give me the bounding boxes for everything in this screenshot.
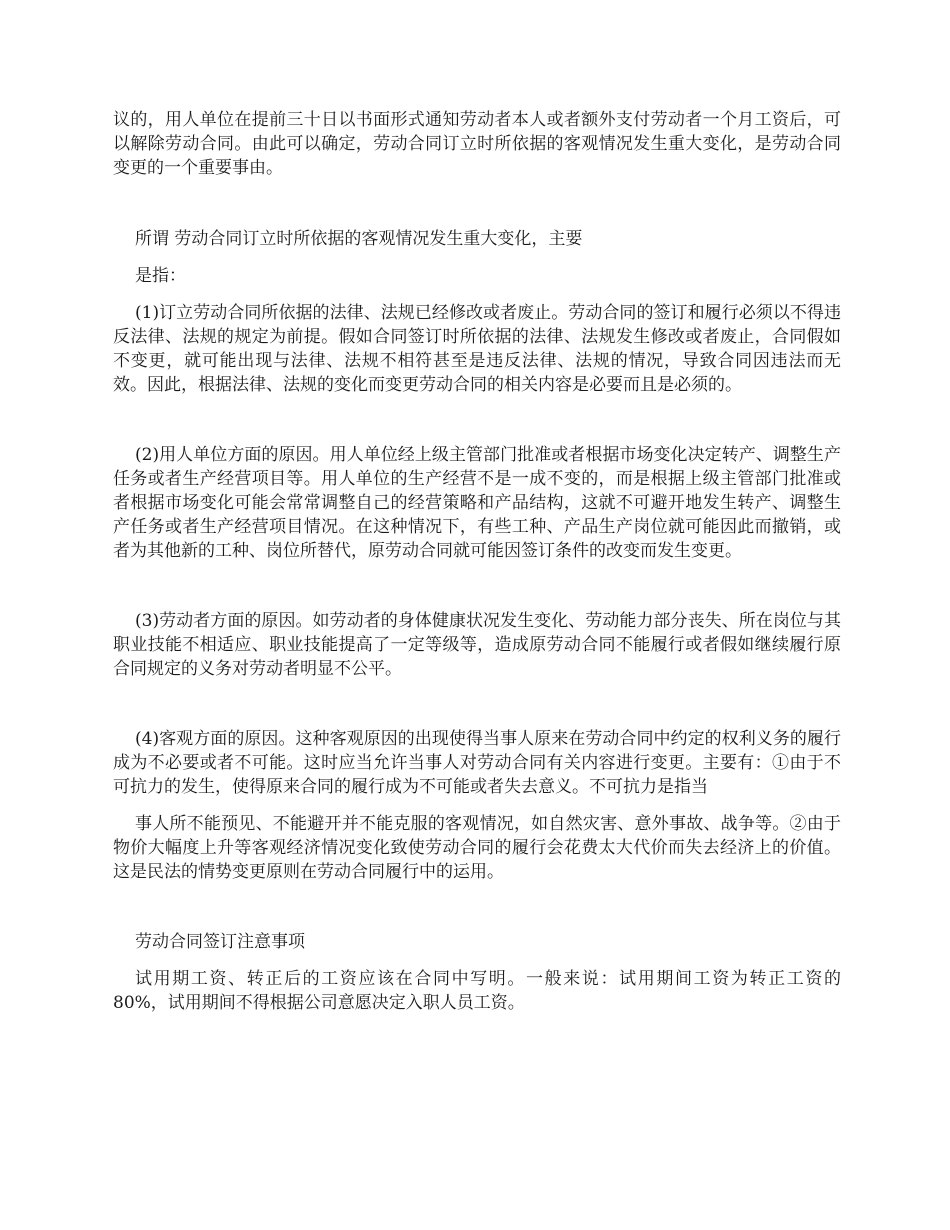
paragraph-item-4: (4)客观方面的原因。这种客观原因的出现使得当事人原来在劳动合同中约定的权利义务的履行成为不必要或者不可能。这时应当允许当事人对劳动合同有关内容进行变更。主要有：①由于不可抗力的发生，使得原来合同的履行成为不可能或者失去意义。不可抗力是指当	[113, 729, 841, 797]
paragraph-intro: 议的，用人单位在提前三十日以书面形式通知劳动者本人或者额外支付劳动者一个月工资后，可以解除劳动合同。由此可以确定，劳动合同订立时所依据的客观情况发生重大变化，是劳动合同变更的一个重要事由。	[113, 110, 841, 178]
paragraph-item-4-cont: 事人所不能预见、不能避开并不能克服的客观情况，如自然灾害、意外事故、战争等。②由于物价大幅度上升等客观经济情况变化致使劳动合同的履行会花费太大代价而失去经济上的价值。这是民法的情势变更原则在劳动合同履行中的运用。	[113, 814, 841, 882]
paragraph-item-2: (2)用人单位方面的原因。用人单位经上级主管部门批准或者根据市场变化决定转产、调整生产任务或者生产经营项目等。用人单位的生产经营不是一成不变的，而是根据上级主管部门批准或者根据市场变化可能会常常调整自己的经营策略和产品结构，这就不可避开地发生转产、调整生产任务或者生产经营项目情况。在这种情况下，有些工种、产品生产岗位就可能因此而撤销，或者为其他新的工种、岗位所替代，原劳动合同就可能因签订条件的改变而发生变更。	[113, 445, 841, 561]
document-body	[113, 108, 841, 1015]
paragraph-item-3: (3)劳动者方面的原因。如劳动者的身体健康状况发生变化、劳动能力部分丧失、所在岗位与其职业技能不相适应、职业技能提高了一定等级等，造成原劳动合同不能履行或者假如继续履行原合同规定的义务对劳动者明显不公平。	[113, 611, 841, 679]
paragraph-definition-cont: 是指：	[135, 266, 186, 286]
paragraph-definition: 所谓 劳动合同订立时所依据的客观情况发生重大变化，主要	[135, 229, 583, 249]
section-heading: 劳动合同签订注意事项	[135, 932, 305, 952]
paragraph-item-1: (1)订立劳动合同所依据的法律、法规已经修改或者废止。劳动合同的签订和履行必须以不得违反法律、法规的规定为前提。假如合同签订时所依据的法律、法规发生修改或者废止，合同假如不变更，就可能出现与法律、法规不相符甚至是违反法律、法规的情况，导致合同因违法而无效。因此，根据法律、法规的变化而变更劳动合同的相关内容是必要而且是必须的。	[113, 303, 841, 395]
paragraph-probation: 试用期工资、转正后的工资应该在合同中写明。一般来说：试用期间工资为转正工资的 80%，试用期间不得根据公司意愿决定入职人员工资。	[113, 969, 841, 1013]
